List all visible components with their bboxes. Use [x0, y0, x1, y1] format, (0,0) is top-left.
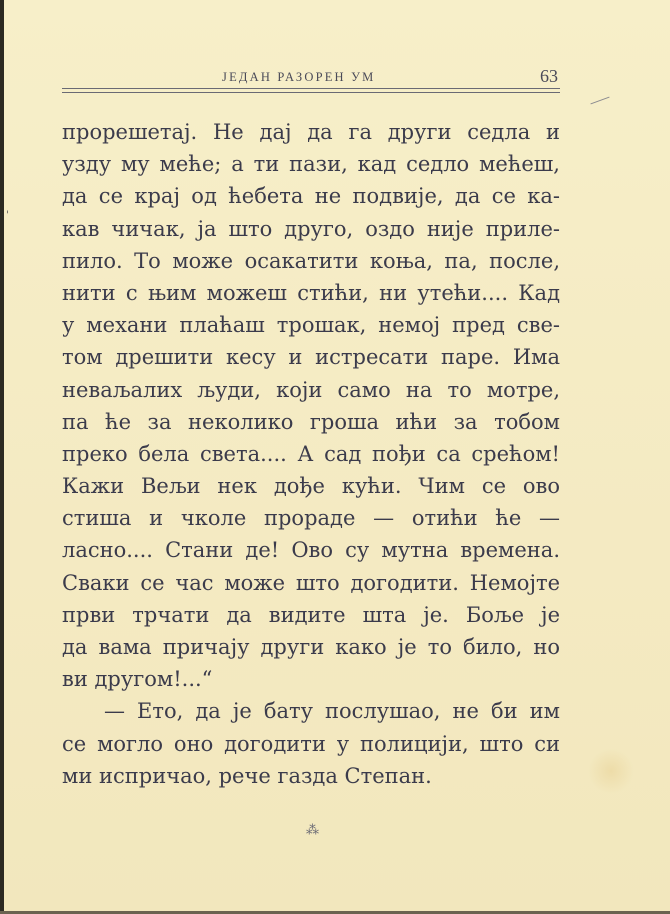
- text-line: прорешетај. Не дај да га други седла и: [62, 120, 560, 144]
- text-line: нити с њим можеш стићи, ни утећи.... Кад: [62, 280, 560, 305]
- text-line: па ће за неколико гроша ићи за тобом: [62, 409, 560, 434]
- text-line: преко бела света.... А сад пођи са срећом!: [62, 441, 560, 466]
- text-line: Сваки се час може што догодити. Немојте: [62, 570, 560, 595]
- text-line: се могло оно догодити у полицији, што си: [62, 731, 560, 756]
- running-title: ЈЕДАН РАЗОРЕН УМ: [222, 70, 376, 84]
- paragraph-2: [62, 695, 560, 792]
- header-rule-bottom: [62, 92, 560, 93]
- margin-tick: [590, 97, 609, 105]
- text-line: ласно.... Стани де! Ово су мутна времена.: [62, 538, 560, 563]
- section-ornament: ⁂: [306, 823, 319, 838]
- running-header: [62, 62, 560, 98]
- text-line: кав чичак, ја што друго, оздо није прилe-: [62, 216, 560, 241]
- scan-left-edge: [0, 0, 4, 914]
- text-line: у механи плаћаш трошак, немој пред све-: [62, 313, 560, 338]
- text-line: да вама причају други како је то било, но: [62, 635, 560, 659]
- text-line: ви другом!...“: [62, 667, 213, 692]
- text-line: неваљалих људи, који само на то мотре,: [62, 377, 560, 402]
- text-line: ми испричао, рече газда Степан.: [62, 763, 432, 788]
- text-line: први трчати да видите шта је. Боље је: [62, 602, 560, 627]
- text-line: том дрешити кесу и истресати паре. Има: [62, 345, 560, 370]
- page-number: 63: [540, 66, 558, 86]
- text-line: Кажи Вељи нек дође кући. Чим се ово: [62, 474, 560, 499]
- text-line: — Ето, да је бату послушао, не би им: [104, 699, 560, 724]
- text-line: стиша и чколе прораде — отићи ће —: [62, 506, 560, 531]
- paragraph-1: [62, 116, 560, 695]
- text-line: пило. То може осакатити коња, па, после,: [62, 248, 560, 273]
- body-text: [62, 116, 560, 792]
- paper-stain: [588, 748, 634, 794]
- text-line: да се крај од ћебета не подвије, да се ка-: [62, 184, 560, 209]
- margin-mark: ': [6, 210, 9, 221]
- text-line: узду му меће; а ти пази, кад седло мећеш,: [62, 152, 560, 177]
- header-rule-top: [62, 88, 560, 89]
